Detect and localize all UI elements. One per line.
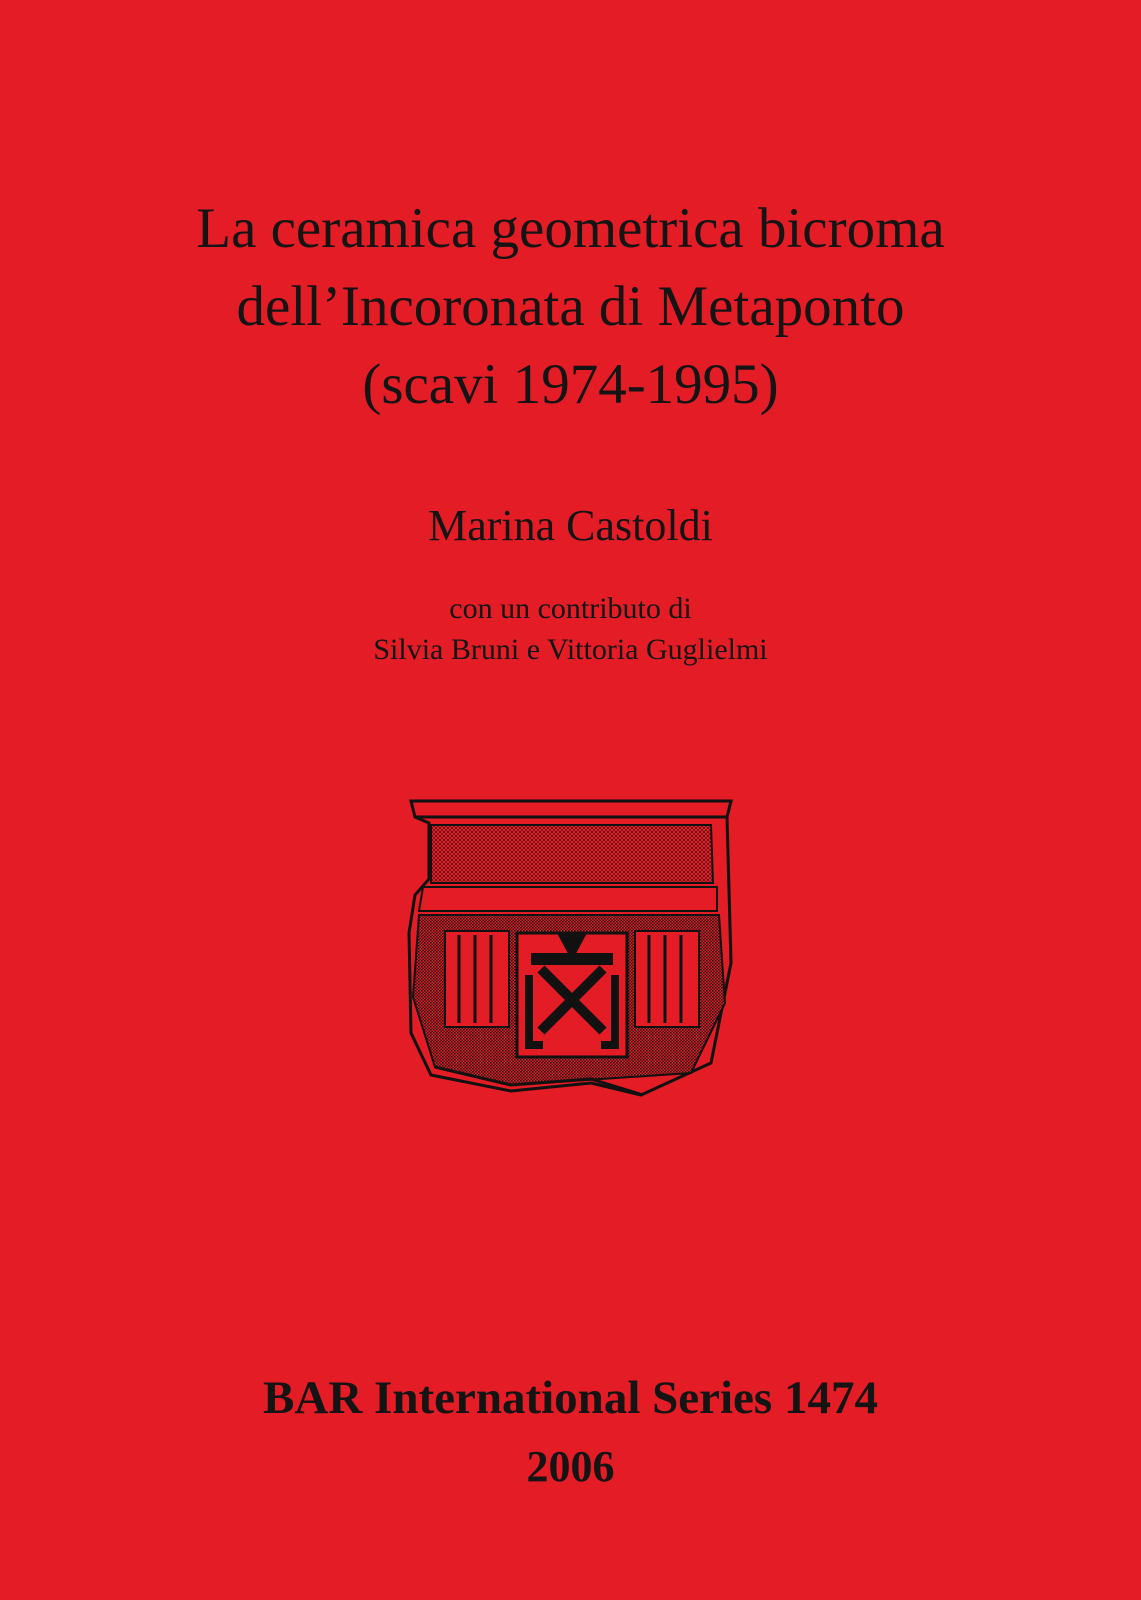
contributor-names: Silvia Bruni e Vittoria Guglielmi [373,633,768,666]
author-name: Marina Castoldi [428,501,713,550]
title-line-1: La ceramica geometrica bicroma [196,197,945,260]
contributor-block [373,588,767,670]
contribution-label: con un contributo di [449,592,692,625]
pottery-sherd-illustration [361,778,781,1108]
publication-year: 2006 [526,1442,615,1491]
series-block [0,1368,1141,1494]
page-title [121,190,1021,424]
title-line-2: dell’Incoronata di Metaponto [236,275,905,338]
series-label: BAR International Series 1474 [263,1372,878,1424]
title-line-3: (scavi 1974-1995) [362,353,779,416]
